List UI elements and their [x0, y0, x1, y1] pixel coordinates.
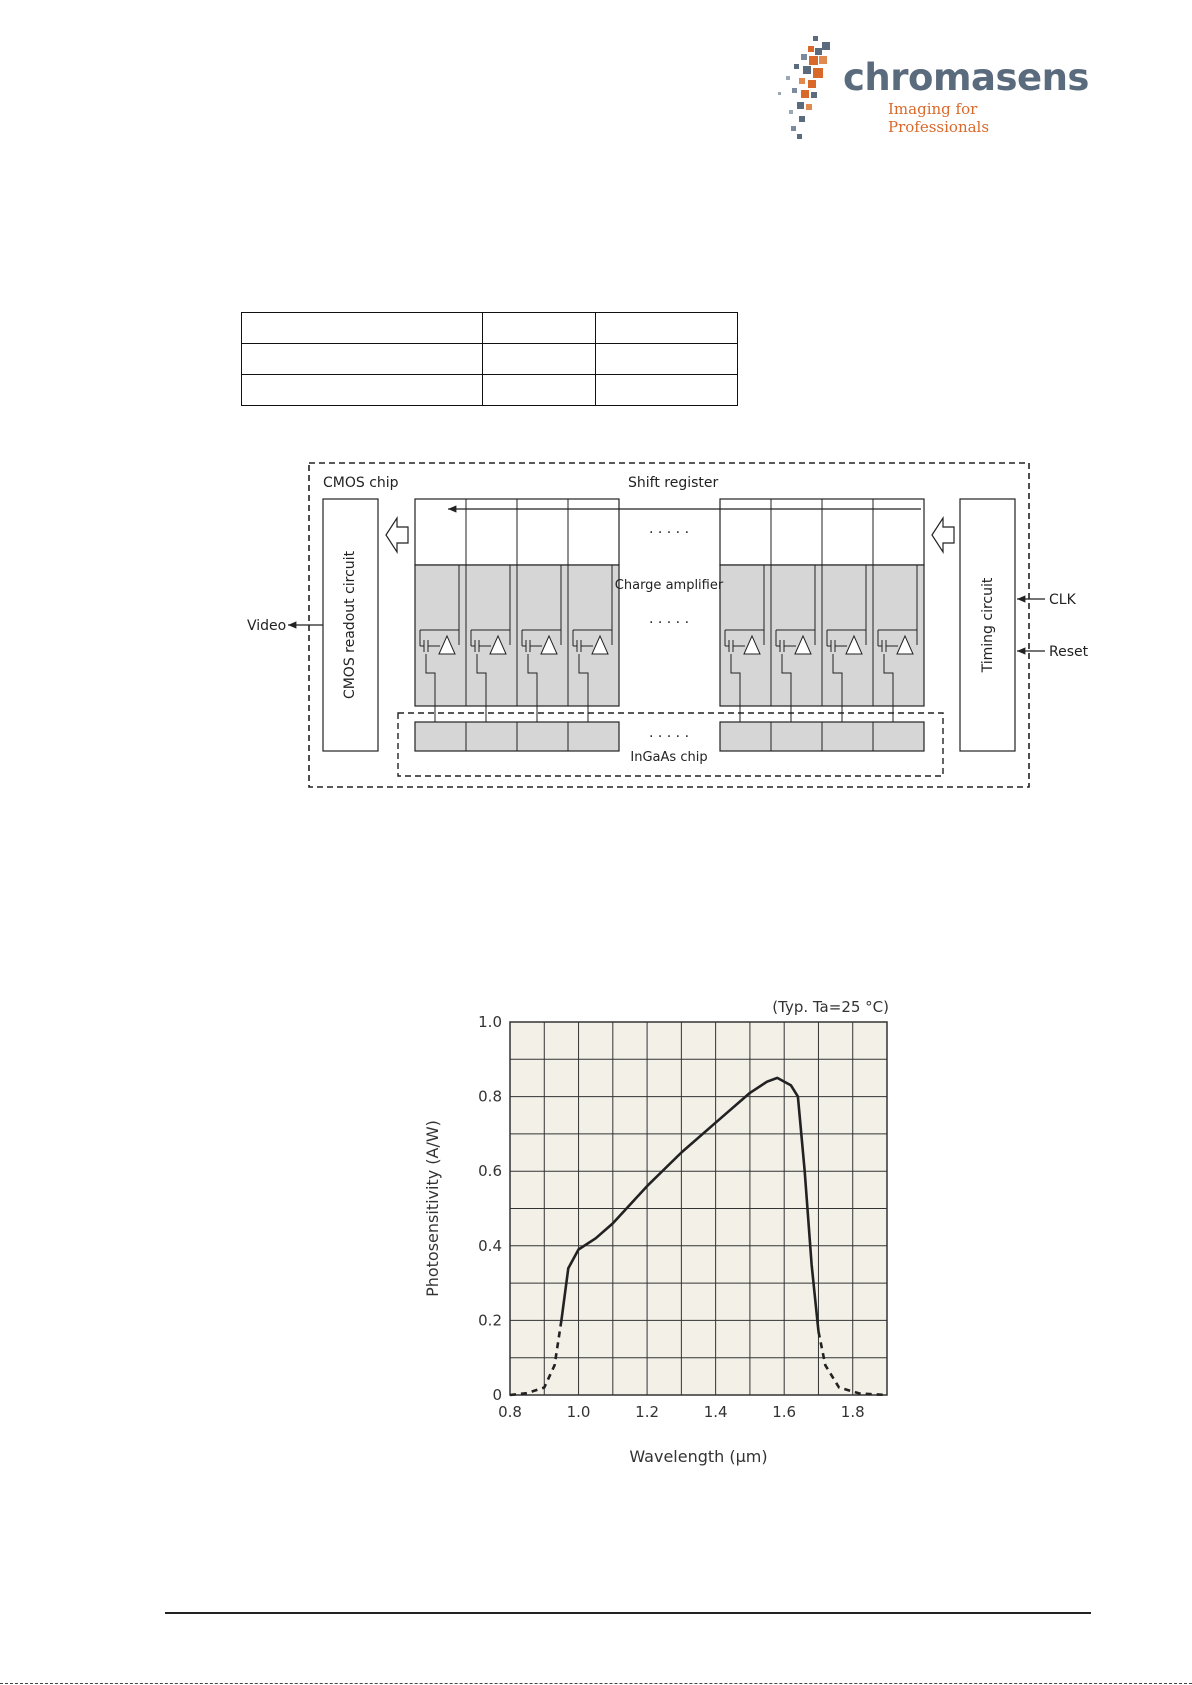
y-tick-labels [478, 1013, 502, 1404]
x-tick-label: 1.2 [635, 1403, 660, 1421]
logo-tagline: Imaging for Professionals [888, 100, 990, 136]
y-axis-label: Photosensitivity (A/W) [423, 1120, 442, 1297]
clk-label: CLK [1049, 592, 1076, 608]
footer-rule [165, 1612, 1091, 1614]
x-tick-label: 0.8 [498, 1403, 522, 1421]
page-bottom-edge [0, 1683, 1192, 1684]
block-diagram [0, 455, 1192, 795]
shift-register-label: Shift register [628, 475, 719, 491]
ingaas-chip-label: InGaAs chip [630, 750, 708, 765]
cmos-readout-circuit-label: CMOS readout circuit [342, 550, 358, 700]
y-tick-label: 0.2 [478, 1311, 502, 1330]
x-tick-label: 1.6 [772, 1403, 797, 1421]
chart-annotation: (Typ. Ta=25 °C) [772, 998, 889, 1016]
table-row [242, 313, 738, 344]
charge-amplifier-label: Charge amplifier [614, 578, 724, 593]
x-tick-label: 1.8 [840, 1403, 865, 1421]
y-tick-label: 1.0 [478, 1013, 502, 1031]
y-tick-label: 0 [492, 1386, 502, 1404]
x-axis-label: Wavelength (μm) [629, 1447, 768, 1466]
shift-register-dots: · · · · · [648, 525, 690, 541]
y-tick-label: 0.8 [478, 1087, 502, 1106]
x-tick-label: 1.4 [703, 1403, 728, 1421]
left-hollow-arrow-icon [386, 518, 408, 552]
y-tick-label: 0.6 [478, 1162, 502, 1181]
reset-label: Reset [1049, 644, 1089, 660]
timing-circuit-label: Timing circuit [980, 577, 996, 673]
company-logo [775, 32, 1089, 144]
table-row [242, 344, 738, 375]
photosensitivity-chart [400, 990, 920, 1480]
table-row [242, 375, 738, 406]
right-hollow-arrow-icon [932, 518, 954, 552]
y-tick-label: 0.4 [478, 1236, 502, 1255]
video-label: Video [247, 618, 287, 634]
spec-table [241, 312, 738, 406]
logo-mark-icon [775, 32, 845, 144]
ingaas-dots: · · · · · [648, 729, 690, 745]
charge-amplifier-dots: · · · · · [648, 615, 690, 631]
cmos-chip-label: CMOS chip [323, 475, 399, 491]
x-tick-label: 1.0 [566, 1403, 591, 1421]
x-tick-labels [498, 1403, 865, 1421]
logo-wordmark: chromasens [843, 56, 1089, 99]
